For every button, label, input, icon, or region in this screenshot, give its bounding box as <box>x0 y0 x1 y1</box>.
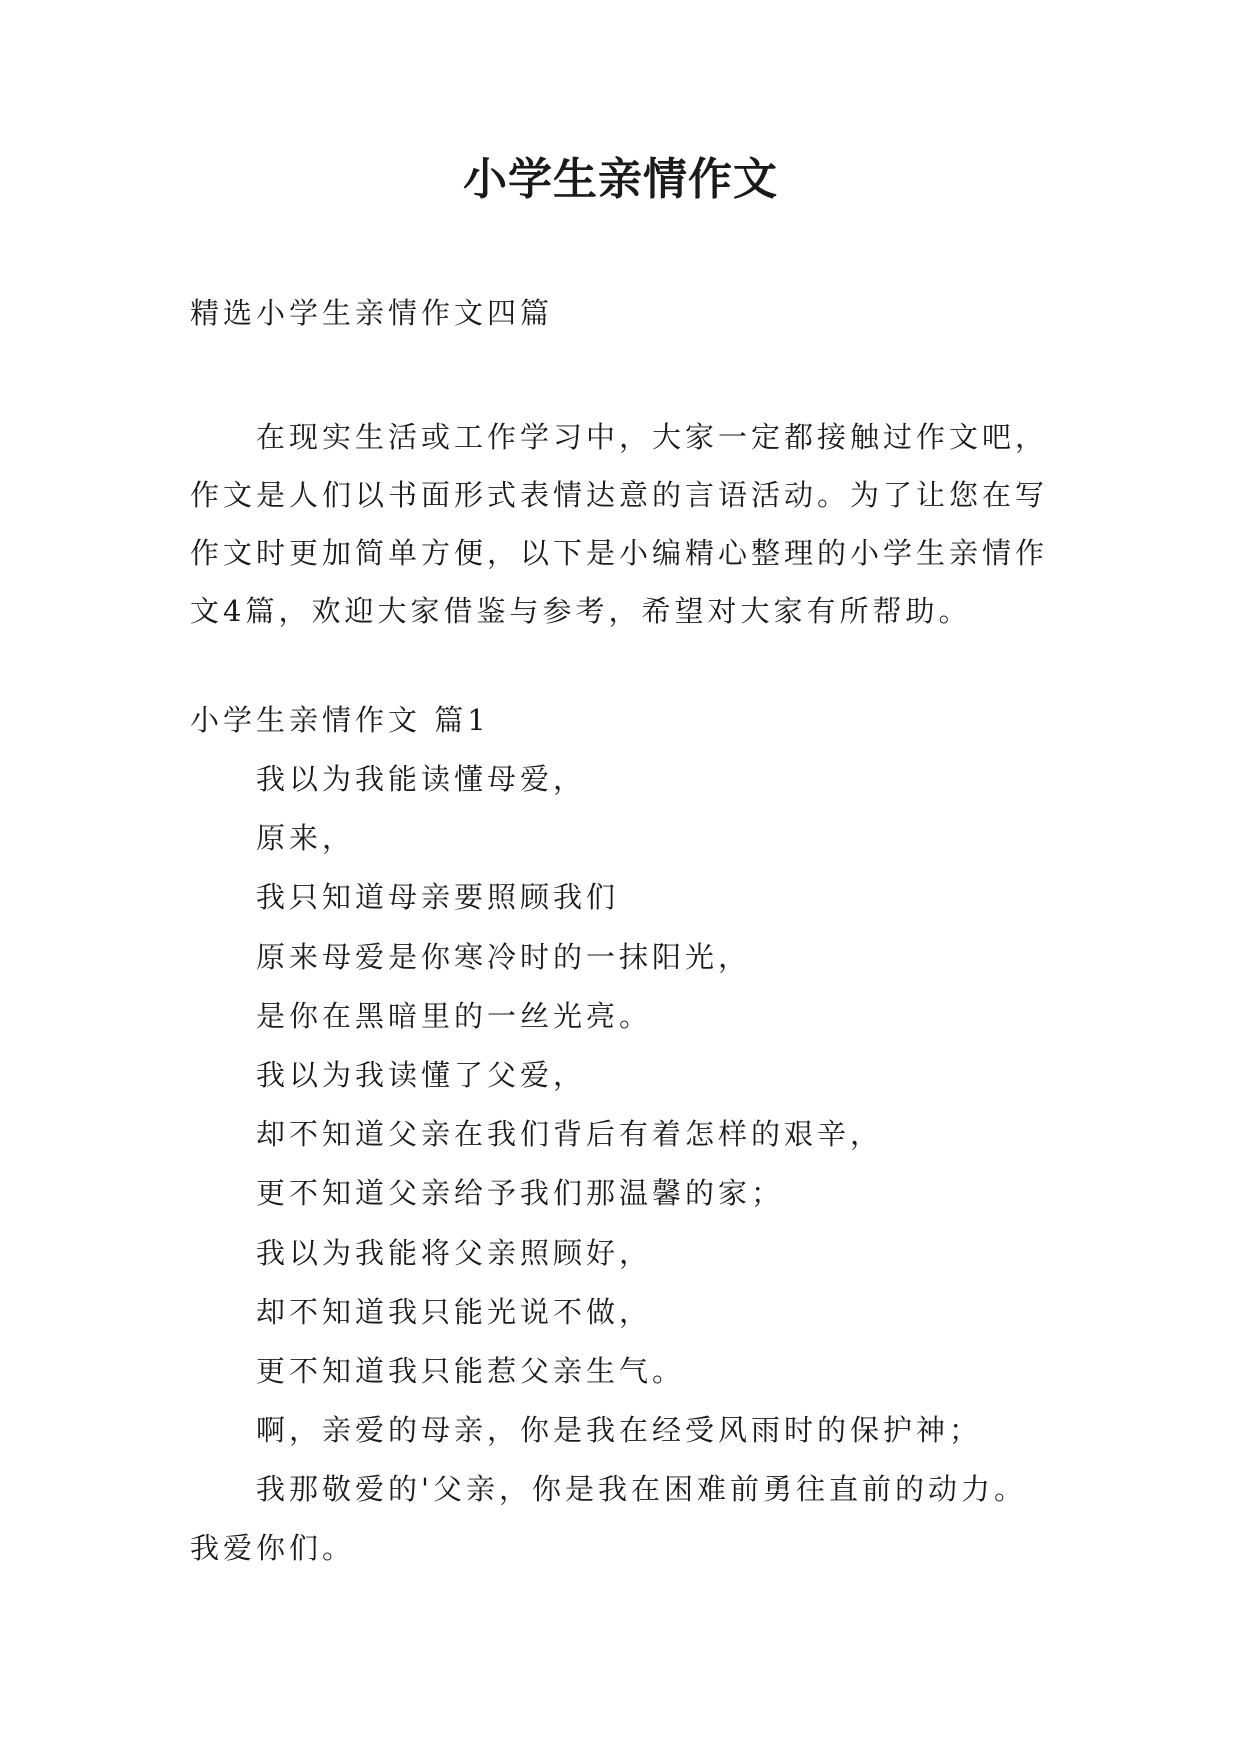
poem-line: 原来母爱是你寒冷时的一抹阳光， <box>256 939 752 974</box>
poem-line: 却不知道我只能光说不做， <box>256 1294 653 1329</box>
poem-line: 我以为我能读懂母爱， <box>256 762 587 796</box>
poem-line: 更不知道我只能惹父亲生气。 <box>256 1353 686 1388</box>
poem-line: 更不知道父亲给予我们那温馨的家； <box>256 1176 785 1211</box>
poem-line: 是你在黑暗里的一丝光亮。 <box>256 998 653 1033</box>
essay-section <box>190 700 1070 1588</box>
poem-line: 啊，亲爱的母亲，你是我在经受风雨时的保护神； <box>256 1413 983 1448</box>
poem-line: 我那敬爱的'父亲，你是我在困难前勇往直前的动力。 <box>256 1472 1027 1507</box>
poem-line: 却不知道父亲在我们背后有着怎样的艰辛， <box>256 1117 884 1152</box>
poem-line: 我以为我能将父亲照顾好， <box>256 1235 653 1270</box>
poem-line: 我只知道母亲要照顾我们 <box>256 880 620 915</box>
poem-line: 原来， <box>256 821 356 856</box>
document-subtitle: 精选小学生亲情作文四篇 <box>190 296 554 330</box>
section-heading: 小学生亲情作文 篇1 <box>190 703 490 737</box>
document-title: 小学生亲情作文 <box>463 154 778 205</box>
poem-line: 我爱你们。 <box>190 1531 356 1566</box>
intro-paragraph: 在现实生活或工作学习中，大家一定都接触过作文吧，作文是人们以书面形式表情达意的言语活动。为了让您在写作文时更加简单方便，以下是小编精心整理的小学生亲情作文4篇，欢迎大家借鉴与参考，希望对大家有所帮助。 <box>190 420 1049 628</box>
poem-line: 我以为我读懂了父爱， <box>256 1057 587 1092</box>
